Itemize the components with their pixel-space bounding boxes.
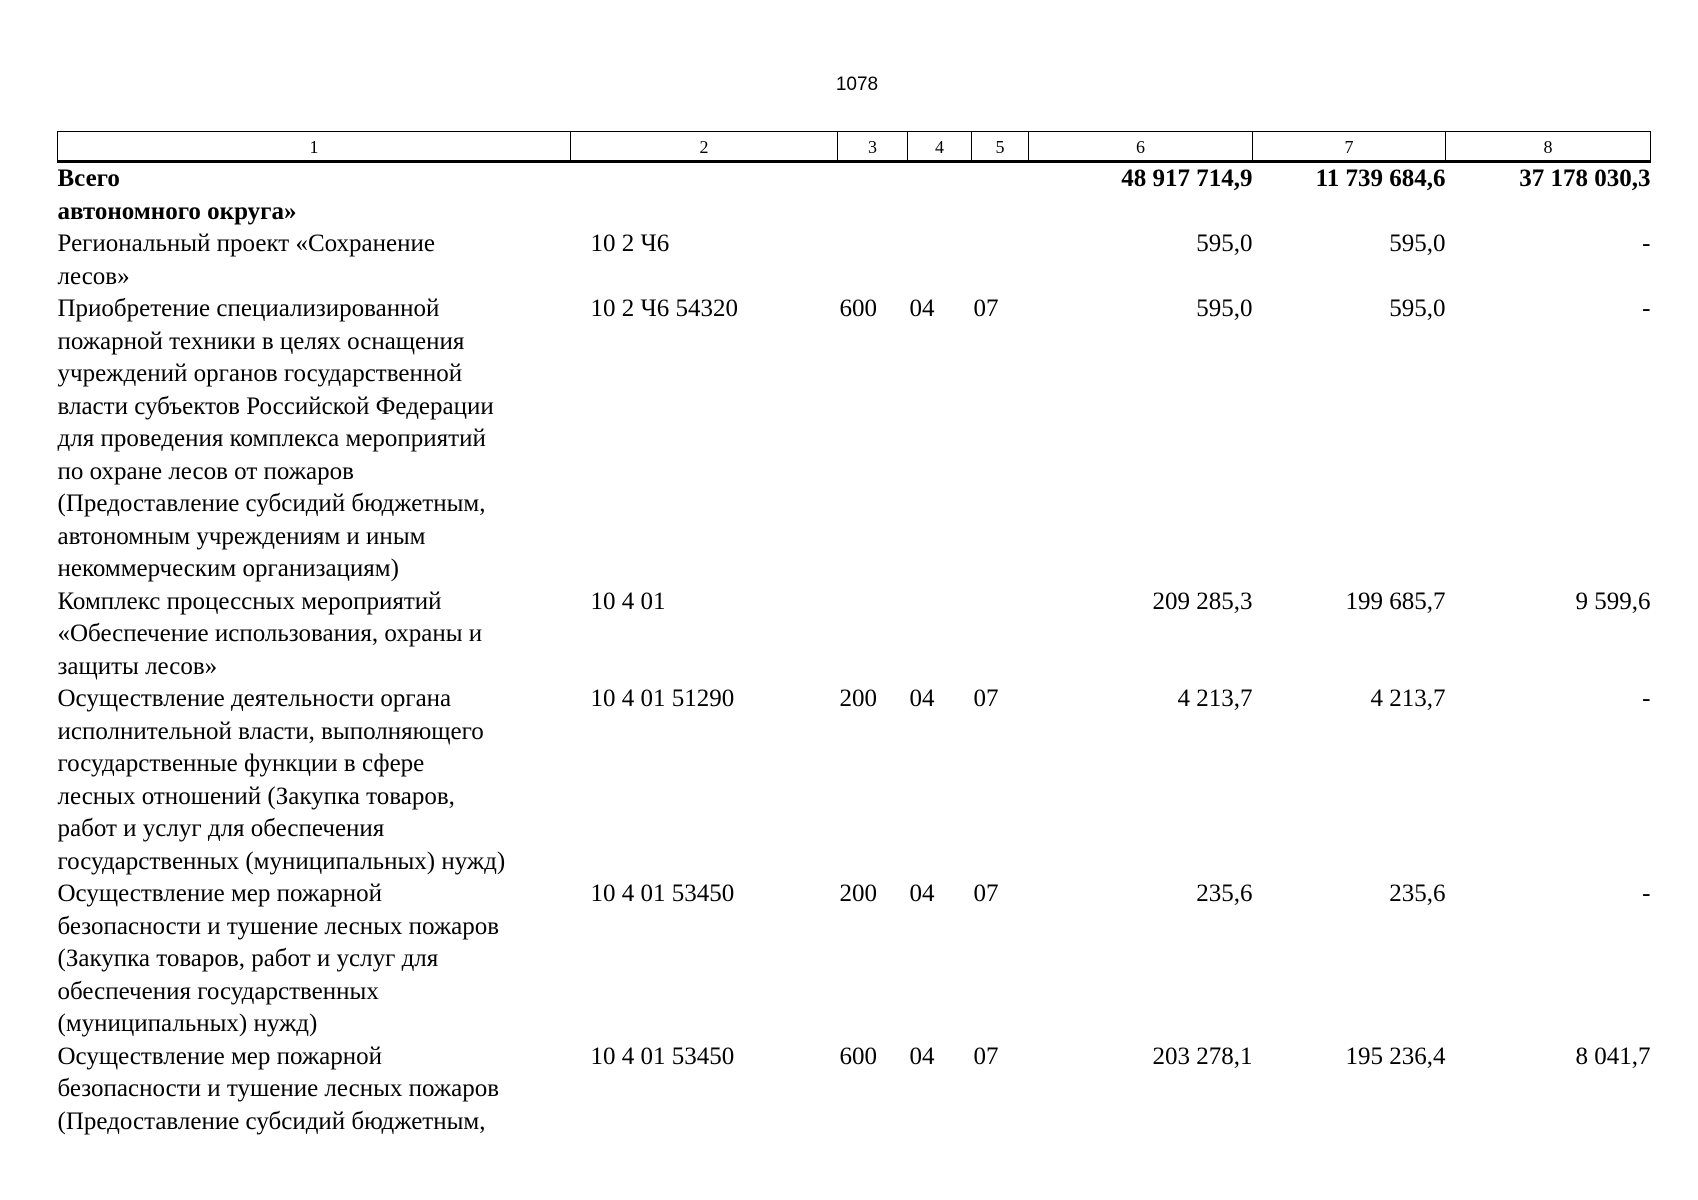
- text-line: автономного округа»: [57, 197, 297, 225]
- text-line: (муниципальных) нужд): [57, 1010, 318, 1037]
- amount-col-7-cell: 595,0: [1389, 230, 1446, 257]
- table-row: [58, 162, 1651, 229]
- text-line: работ и услуг для обеспечения: [57, 815, 385, 842]
- budget-classification-code-cell: [571, 162, 838, 229]
- column-header-1: 1: [58, 132, 571, 162]
- row-name-cell: [58, 162, 571, 229]
- table-row: [58, 1041, 1651, 1139]
- total-amount-cell: 48 917 714,9: [1121, 165, 1253, 192]
- text-line: «Обеспечение использования, охраны и: [57, 620, 483, 647]
- text-line: (Закупка товаров, работ и услуг для: [57, 945, 439, 972]
- amount-col-8-cell: 37 178 030,3: [1519, 165, 1651, 192]
- text-line: (Предоставление субсидий бюджетным,: [57, 1107, 486, 1135]
- text-line: государственных (муниципальных) нужд): [57, 847, 506, 875]
- expense-type-cell: 600: [839, 295, 877, 322]
- text-line: Приобретение специализированной: [57, 295, 440, 322]
- expense-type-cell: 200: [839, 685, 877, 712]
- text-line: исполнительной власти, выполняющего: [57, 717, 484, 745]
- subsection-code-cell: [972, 228, 1029, 293]
- section-code-cell: 04: [909, 880, 935, 907]
- text-line: некоммерческим организациям): [57, 555, 399, 582]
- text-line: власти субъектов Российской Федерации: [57, 392, 494, 420]
- column-header-6: 6: [1029, 132, 1253, 162]
- subsection-code-cell: [972, 162, 1029, 229]
- text-line: Осуществление деятельности органа: [57, 685, 452, 712]
- column-header-4: 4: [908, 132, 972, 162]
- expense-type-cell: [838, 228, 908, 293]
- amount-col-8-cell: -: [1642, 230, 1651, 257]
- subsection-code-cell: 07: [973, 1042, 999, 1070]
- table-body: [58, 162, 1651, 1139]
- subsection-code-cell: 07: [973, 295, 999, 322]
- amount-col-8-cell: 8 041,7: [1575, 1042, 1651, 1070]
- budget-classification-code-cell: 10 4 01 53450: [590, 1042, 735, 1070]
- text-line: для проведения комплекса мероприятий: [57, 425, 486, 452]
- total-amount-cell: 595,0: [1196, 230, 1253, 257]
- text-line: автономным учреждениям и иным: [57, 522, 426, 550]
- section-code-cell: 04: [909, 685, 935, 712]
- text-line: по охране лесов от пожаров: [57, 457, 354, 485]
- budget-classification-code-cell: 10 4 01 51290: [590, 685, 735, 712]
- row-name-cell: [58, 586, 571, 684]
- text-line: (Предоставление субсидий бюджетным,: [57, 490, 486, 517]
- text-line: Региональный проект «Сохранение: [57, 230, 435, 257]
- column-header-5: 5: [972, 132, 1029, 162]
- table-row: [58, 683, 1651, 878]
- text-line: лесных отношений (Закупка товаров,: [57, 782, 455, 810]
- budget-classification-code-cell: 10 4 01 53450: [590, 880, 735, 907]
- table-row: [58, 228, 1651, 293]
- section-code-cell: 04: [909, 1042, 935, 1070]
- amount-col-8-cell: 9 599,6: [1575, 587, 1651, 615]
- text-line: лесов»: [57, 262, 130, 290]
- budget-classification-code-cell: 10 2 Ч6: [590, 230, 670, 257]
- subsection-code-cell: 07: [973, 685, 999, 712]
- amount-col-8-cell: -: [1642, 685, 1651, 712]
- amount-col-7-cell: 195 236,4: [1345, 1042, 1446, 1070]
- text-line: Комплекс процессных мероприятий: [57, 587, 442, 615]
- expense-type-cell: [838, 586, 908, 684]
- page-number: 1078: [835, 74, 879, 95]
- subsection-code-cell: [972, 586, 1029, 684]
- text-line: защиты лесов»: [57, 652, 218, 680]
- amount-col-7-cell: 235,6: [1389, 880, 1446, 907]
- row-name-cell: [58, 293, 571, 586]
- text-line: Осуществление мер пожарной: [57, 880, 383, 907]
- total-amount-cell: 4 213,7: [1177, 685, 1253, 712]
- text-line: государственные функции в сфере: [57, 750, 425, 777]
- expense-type-cell: [838, 162, 908, 229]
- section-code-cell: [908, 162, 972, 229]
- table-row: [58, 586, 1651, 684]
- text-line: обеспечения государственных: [57, 977, 379, 1005]
- column-header-8: 8: [1446, 132, 1651, 162]
- row-name-cell: [58, 683, 571, 878]
- row-name-cell: [58, 228, 571, 293]
- row-name-cell: [58, 1041, 571, 1139]
- amount-col-8-cell: -: [1642, 295, 1651, 322]
- text-line: Осуществление мер пожарной: [57, 1042, 383, 1070]
- amount-col-7-cell: 4 213,7: [1370, 685, 1446, 712]
- column-header-7: 7: [1253, 132, 1446, 162]
- budget-classification-code-cell: 10 4 01: [590, 587, 666, 615]
- table-row: [58, 293, 1651, 586]
- expense-type-cell: 200: [839, 880, 877, 907]
- expense-type-cell: 600: [839, 1042, 877, 1070]
- column-header-3: 3: [838, 132, 908, 162]
- total-amount-cell: 235,6: [1196, 880, 1253, 907]
- total-amount-cell: 203 278,1: [1152, 1042, 1253, 1070]
- subsection-code-cell: 07: [973, 880, 999, 907]
- text-line: безопасности и тушение лесных пожаров: [57, 1075, 500, 1102]
- row-name-cell: [58, 878, 571, 1041]
- budget-classification-code-cell: 10 2 Ч6 54320: [590, 295, 738, 322]
- text-line: пожарной техники в целях оснащения: [57, 327, 465, 355]
- section-code-cell: 04: [909, 295, 935, 322]
- total-amount-cell: 595,0: [1196, 295, 1253, 322]
- budget-table: [57, 131, 1651, 1138]
- amount-col-7-cell: 595,0: [1389, 295, 1446, 322]
- amount-col-7-cell: 11 739 684,6: [1315, 165, 1446, 192]
- section-code-cell: [908, 228, 972, 293]
- table-row: [58, 878, 1651, 1041]
- column-header-2: 2: [571, 132, 838, 162]
- amount-col-8-cell: -: [1642, 880, 1651, 907]
- total-amount-cell: 209 285,3: [1152, 587, 1253, 615]
- amount-col-7-cell: 199 685,7: [1345, 587, 1446, 615]
- text-line: безопасности и тушение лесных пожаров: [57, 912, 500, 940]
- column-number-header-row: [58, 132, 1651, 162]
- section-code-cell: [908, 586, 972, 684]
- text-line: Всего: [57, 165, 120, 192]
- text-line: учреждений органов государственной: [57, 360, 463, 387]
